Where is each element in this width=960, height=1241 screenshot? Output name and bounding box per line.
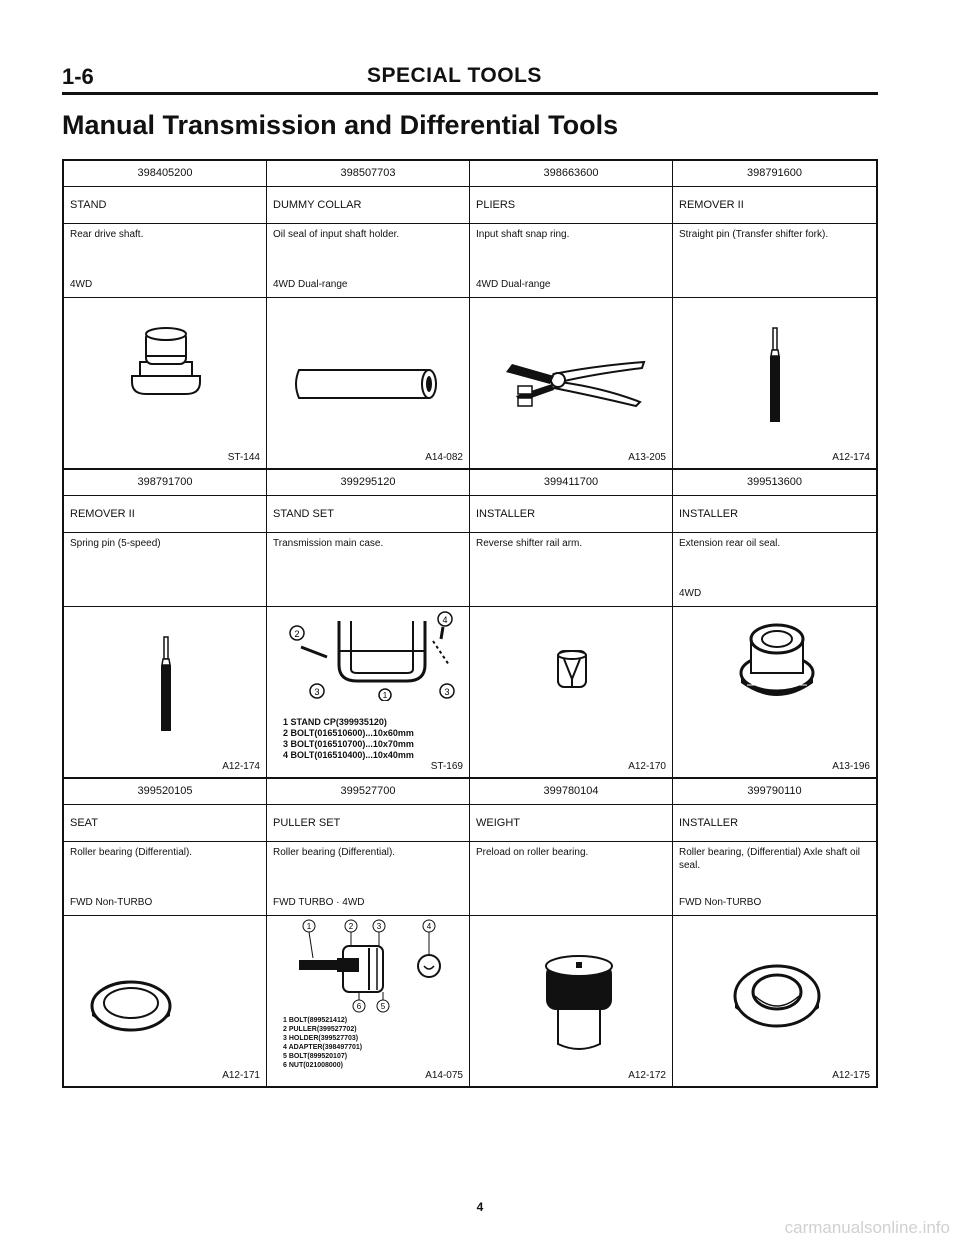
part-number: 398507703 xyxy=(267,161,469,187)
tool-card xyxy=(470,161,673,468)
tool-description xyxy=(267,224,469,298)
pliers-icon xyxy=(494,344,654,419)
part-number: 399411700 xyxy=(470,470,672,496)
tool-illustration-area xyxy=(673,916,876,1086)
figure-code: A14-075 xyxy=(425,1070,463,1081)
part-number: 399527700 xyxy=(267,779,469,805)
svg-text:6: 6 xyxy=(356,1002,362,1011)
pin-punch-icon xyxy=(156,635,176,740)
figure-code: ST-144 xyxy=(227,452,260,463)
svg-text:2: 2 xyxy=(294,629,300,639)
figure-code: A13-196 xyxy=(832,761,870,772)
svg-text:3: 3 xyxy=(314,687,320,697)
tool-description xyxy=(64,842,266,916)
svg-text:3: 3 xyxy=(376,922,382,931)
figure-code: A12-174 xyxy=(832,452,870,463)
stand-set-icon xyxy=(277,611,457,706)
tool-use: Rear drive shaft. xyxy=(70,229,144,240)
part-number: 399513600 xyxy=(673,470,876,496)
tool-use: Input shaft snap ring. xyxy=(476,229,570,240)
tool-card xyxy=(64,470,267,777)
figure-code: ST-169 xyxy=(430,761,463,772)
tool-illustration-area xyxy=(64,298,266,468)
tool-model: FWD Non-TURBO xyxy=(679,897,762,908)
watermark: carmanualsonline.info xyxy=(784,1218,950,1237)
tool-illustration-area xyxy=(64,916,266,1086)
section-title: SPECIAL TOOLS xyxy=(367,64,542,87)
tool-card xyxy=(267,470,470,777)
legend-item: 1 STAND CP(399935120) xyxy=(283,717,387,727)
tool-name: INSTALLER xyxy=(673,805,876,842)
legend-item: 1 BOLT(899521412) xyxy=(283,1017,348,1024)
svg-text:5: 5 xyxy=(380,1002,386,1011)
svg-text:4: 4 xyxy=(426,922,432,931)
tool-illustration-area xyxy=(267,916,469,1086)
tool-description xyxy=(470,224,672,298)
tool-model: 4WD xyxy=(70,279,93,290)
tool-card xyxy=(673,470,876,777)
tools-row-1 xyxy=(64,161,876,470)
legend-item: 3 HOLDER(399527703) xyxy=(283,1035,359,1042)
tool-name: SEAT xyxy=(64,805,266,842)
tools-table xyxy=(62,159,878,1088)
tool-name: REMOVER II xyxy=(673,187,876,224)
tool-use: Spring pin (5-speed) xyxy=(70,538,161,549)
tool-illustration-area xyxy=(267,607,469,777)
legend-item: 2 BOLT(016510600)...10x60mm xyxy=(283,728,414,738)
tool-illustration-area xyxy=(673,298,876,468)
svg-text:1: 1 xyxy=(306,922,312,931)
part-number: 398791600 xyxy=(673,161,876,187)
tool-use: Roller bearing (Differential). xyxy=(70,847,193,858)
figure-code: A13-205 xyxy=(628,452,666,463)
tool-description xyxy=(470,533,672,607)
tool-description xyxy=(267,533,469,607)
tool-card xyxy=(64,779,267,1086)
tool-name: STAND xyxy=(64,187,266,224)
tool-description xyxy=(470,842,672,916)
tool-illustration-area xyxy=(470,298,672,468)
tool-name: WEIGHT xyxy=(470,805,672,842)
puller-set-icon xyxy=(279,918,449,1018)
tool-description xyxy=(64,224,266,298)
legend-item: 6 NUT(021008000) xyxy=(283,1062,343,1069)
tool-description xyxy=(673,224,876,298)
legend-item: 4 BOLT(016510400)...10x40mm xyxy=(283,750,414,760)
tool-description xyxy=(673,842,876,916)
tool-use: Preload on roller bearing. xyxy=(476,847,589,858)
legend-item: 4 ADAPTER(398497701) xyxy=(283,1044,363,1051)
tool-model: 4WD Dual-range xyxy=(273,279,348,290)
part-number: 399295120 xyxy=(267,470,469,496)
svg-text:3: 3 xyxy=(444,687,450,697)
header-rule xyxy=(62,92,878,95)
installer-icon xyxy=(552,647,592,702)
svg-text:2: 2 xyxy=(348,922,354,931)
tool-card xyxy=(673,779,876,1086)
tool-model: 4WD Dual-range xyxy=(476,279,551,290)
tool-model: FWD TURBO · 4WD xyxy=(273,897,365,908)
pin-punch-icon xyxy=(765,326,785,431)
part-number: 399520105 xyxy=(64,779,266,805)
legend-item: 2 PULLER(399527702) xyxy=(283,1026,357,1033)
tool-card xyxy=(267,161,470,468)
tool-card xyxy=(470,470,673,777)
figure-code: A12-171 xyxy=(222,1070,260,1081)
part-number: 399780104 xyxy=(470,779,672,805)
stand-icon xyxy=(124,320,208,409)
tools-row-2 xyxy=(64,470,876,779)
tool-name: INSTALLER xyxy=(673,496,876,533)
svg-text:1: 1 xyxy=(382,691,388,700)
tool-name: DUMMY COLLAR xyxy=(267,187,469,224)
tool-illustration-area xyxy=(673,607,876,777)
tool-use: Extension rear oil seal. xyxy=(679,538,781,549)
tool-use: Oil seal of input shaft holder. xyxy=(273,229,400,240)
tool-card xyxy=(470,779,673,1086)
tool-name: PLIERS xyxy=(470,187,672,224)
part-number: 398791700 xyxy=(64,470,266,496)
tool-description xyxy=(64,533,266,607)
tools-row-3 xyxy=(64,779,876,1086)
page-header xyxy=(62,58,878,92)
dummy-collar-icon xyxy=(291,364,441,409)
tool-description xyxy=(267,842,469,916)
parts-legend xyxy=(283,717,414,761)
tool-card xyxy=(267,779,470,1086)
part-number: 398663600 xyxy=(470,161,672,187)
tool-description xyxy=(673,533,876,607)
tool-name: INSTALLER xyxy=(470,496,672,533)
page-title: Manual Transmission and Differential Tools xyxy=(62,110,619,140)
seal-installer-icon xyxy=(731,617,823,714)
tool-name: REMOVER II xyxy=(64,496,266,533)
weight-icon xyxy=(542,954,616,1059)
tool-use: Transmission main case. xyxy=(273,538,384,549)
tool-name: STAND SET xyxy=(267,496,469,533)
footer-page-number: 4 xyxy=(476,1200,484,1214)
tool-name: PULLER SET xyxy=(267,805,469,842)
tool-use: Roller bearing, (Differential) Axle shaft oil seal. xyxy=(679,847,861,871)
part-number: 398405200 xyxy=(64,161,266,187)
tool-card xyxy=(64,161,267,468)
tool-use: Roller bearing (Differential). xyxy=(273,847,396,858)
legend-item: 5 BOLT(899520107) xyxy=(283,1053,348,1060)
page-number: 1-6 xyxy=(62,64,94,89)
seat-icon xyxy=(86,970,176,1045)
tool-use: Reverse shifter rail arm. xyxy=(476,538,583,549)
tool-card xyxy=(673,161,876,468)
tool-illustration-area xyxy=(470,607,672,777)
tool-illustration-area xyxy=(470,916,672,1086)
figure-code: A12-174 xyxy=(222,761,260,772)
parts-legend xyxy=(283,1016,362,1070)
ring-installer-icon xyxy=(729,954,825,1045)
svg-text:4: 4 xyxy=(442,615,448,625)
tool-illustration-area xyxy=(267,298,469,468)
figure-code: A12-175 xyxy=(832,1070,870,1081)
figure-code: A12-170 xyxy=(628,761,666,772)
tool-model: 4WD xyxy=(679,588,702,599)
figure-code: A14-082 xyxy=(425,452,463,463)
tool-model: FWD Non-TURBO xyxy=(70,897,153,908)
tool-use: Straight pin (Transfer shifter fork). xyxy=(679,229,829,240)
figure-code: A12-172 xyxy=(628,1070,666,1081)
legend-item: 3 BOLT(016510700)...10x70mm xyxy=(283,739,414,749)
tool-illustration-area xyxy=(64,607,266,777)
part-number: 399790110 xyxy=(673,779,876,805)
